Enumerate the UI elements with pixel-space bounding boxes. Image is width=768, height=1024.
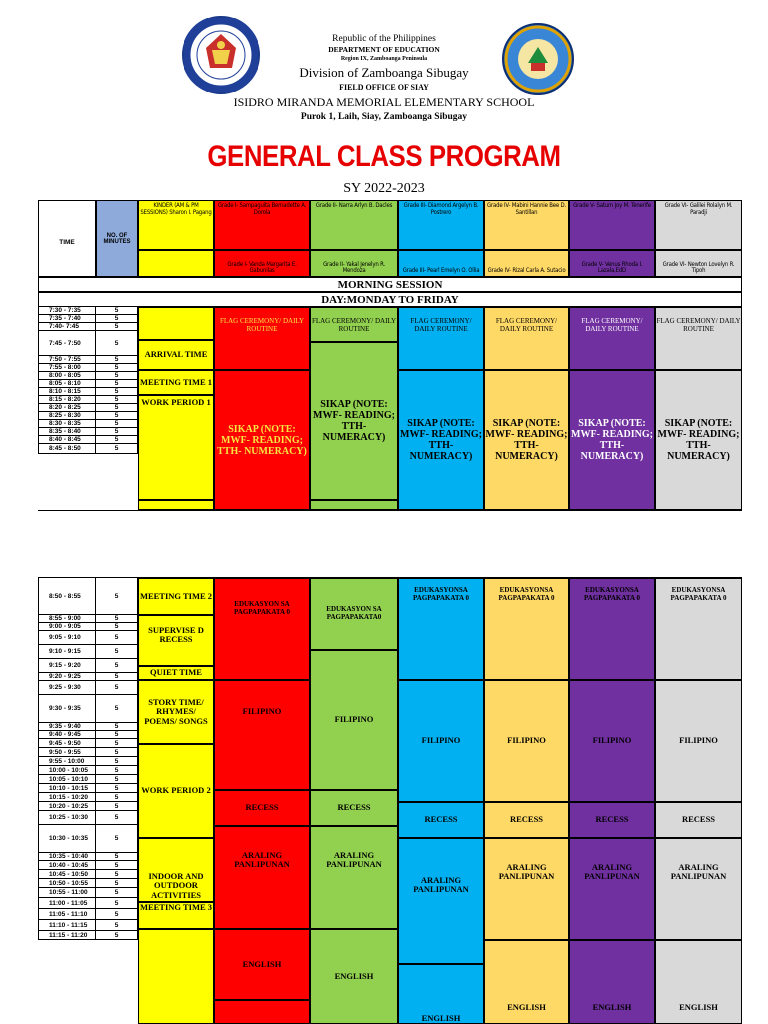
- morning-minutes-cell: 5: [96, 372, 138, 380]
- kinder-top-blank: [138, 307, 214, 340]
- kinder-work-period-2: WORK PERIOD 2: [138, 744, 214, 838]
- midmorning-time-cell: 10:05 - 10:10: [38, 775, 96, 784]
- kinder-meeting-1: MEETING TIME 1: [138, 370, 214, 395]
- midmorning-minutes-cell: 5: [96, 695, 138, 723]
- morning-time-cell: 8:10 - 8:15: [38, 388, 96, 396]
- morning-time-cell: 8:05 - 8:10: [38, 380, 96, 388]
- midmorning-time-cell: 11:10 - 11:15: [38, 920, 96, 931]
- grade6-esp: EDUKASYONSA PAGPAPAKATA 0: [655, 578, 742, 680]
- midmorning-minutes-cell: 5: [96, 578, 138, 615]
- midmorning-time-cell: 9:55 - 10:00: [38, 757, 96, 766]
- midmorning-time-cell: 11:05 - 11:10: [38, 909, 96, 920]
- midmorning-minutes-cell: 5: [96, 909, 138, 920]
- midmorning-time-cell: 10:20 - 10:25: [38, 802, 96, 811]
- morning-time-cell: 8:00 - 8:05: [38, 372, 96, 380]
- morning-time-cell: 8:15 - 8:20: [38, 396, 96, 404]
- grade4-araling-panlipunan: ARALING PANLIPUNAN: [484, 838, 569, 940]
- midmorning-minutes-cell: 5: [96, 739, 138, 748]
- midmorning-minutes-cell: 5: [96, 615, 138, 623]
- midmorning-time-cell: 9:15 - 9:20: [38, 659, 96, 673]
- grade5-esp: EDUKASYONSA PAGPAPAKATA 0: [569, 578, 655, 680]
- grade2-sikap: SIKAP (NOTE: MWF- READING; TTH- NUMERACY): [310, 342, 398, 500]
- kinder-work-period-1: WORK PERIOD 1: [138, 395, 214, 500]
- grade3-sikap: SIKAP (NOTE: MWF- READING; TTH- NUMERACY): [398, 370, 484, 510]
- grade1-recess: RECESS: [214, 790, 310, 826]
- grade5-header-b: Grade V- Venus Rhoda I. Lazala,EdD: [569, 250, 655, 277]
- grade2-flag: FLAG CEREMONY/ DAILY ROUTINE: [310, 307, 398, 342]
- morning-time-cell: 7:50 - 7:55: [38, 356, 96, 364]
- header-department: DEPARTMENT OF EDUCATION: [328, 45, 440, 54]
- midmorning-minutes-cell: 5: [96, 731, 138, 739]
- morning-minutes-cell: 5: [96, 380, 138, 388]
- midmorning-time-cell: 9:35 - 9:40: [38, 723, 96, 731]
- grade3-recess: RECESS: [398, 802, 484, 838]
- midmorning-minutes-cell: 5: [96, 757, 138, 766]
- grade3-esp: EDUKASYONSA PAGPAPAKATA 0: [398, 578, 484, 680]
- morning-minutes-cell: 5: [96, 307, 138, 315]
- header-address: Purok 1, Laih, Siay, Zamboanga Sibugay: [300, 112, 468, 122]
- grade5-header-a: Grade V- Saturn Joy M. Tenerife: [569, 200, 655, 250]
- morning-time-cell: 8:45 - 8:50: [38, 444, 96, 454]
- grade1-filipino: FILIPINO: [214, 680, 310, 790]
- midmorning-time-cell: 10:35 - 10:40: [38, 853, 96, 861]
- kinder-supervised-recess: SUPERVISE D RECESS: [138, 615, 214, 666]
- grade6-flag: FLAG CEREMONY/ DAILY ROUTINE: [655, 307, 742, 370]
- morning-time-cell: 8:35 - 8:40: [38, 428, 96, 436]
- grade6-filipino: FILIPINO: [655, 680, 742, 802]
- midmorning-minutes-cell: 5: [96, 631, 138, 645]
- midmorning-time-cell: 9:50 - 9:55: [38, 748, 96, 757]
- grade1-bottom-2: [214, 1000, 310, 1024]
- midmorning-minutes-cell: 5: [96, 879, 138, 888]
- midmorning-time-cell: 10:50 - 10:55: [38, 879, 96, 888]
- midmorning-minutes-cell: 5: [96, 748, 138, 757]
- grade3-english: ENGLISH: [398, 964, 484, 1024]
- morning-minutes-cell: 5: [96, 412, 138, 420]
- morning-minutes-cell: 5: [96, 388, 138, 396]
- header-school: ISIDRO MIRANDA MEMORIAL ELEMENTARY SCHOOL: [233, 95, 535, 109]
- midmorning-time-cell: 10:00 - 10:05: [38, 766, 96, 775]
- minutes-header: NO. OF MINUTES: [96, 200, 138, 277]
- morning-minutes-cell: 5: [96, 323, 138, 331]
- kinder-header: KINDER (AM & PM SESSIONS) Sharon I. Pagang: [138, 200, 214, 250]
- midmorning-minutes-cell: 5: [96, 825, 138, 853]
- midmorning-minutes-cell: 5: [96, 623, 138, 631]
- midmorning-time-cell: 11:00 - 11:05: [38, 898, 96, 909]
- grade2-english: ENGLISH: [310, 929, 398, 1024]
- grade3-header-a: Grade III- Diamond Argelyn B. Postrero: [398, 200, 484, 250]
- midmorning-minutes-cell: 5: [96, 920, 138, 931]
- morning-time-cell: 7:45 - 7:50: [38, 331, 96, 356]
- midmorning-time-cell: 9:00 - 9:05: [38, 623, 96, 631]
- kinder-bottom-2: [138, 929, 214, 1024]
- header-division: Division of Zamboanga Sibugay: [299, 65, 469, 80]
- midmorning-time-cell: 10:15 - 10:20: [38, 793, 96, 802]
- morning-minutes-cell: 5: [96, 428, 138, 436]
- midmorning-minutes-cell: 5: [96, 898, 138, 909]
- midmorning-minutes-cell: 5: [96, 723, 138, 731]
- grade3-filipino: FILIPINO: [398, 680, 484, 802]
- midmorning-time-cell: 8:50 - 8:55: [38, 578, 96, 615]
- morning-minutes-cell: 5: [96, 356, 138, 364]
- midmorning-minutes-cell: 5: [96, 673, 138, 681]
- grade4-header-b: Grade IV- Rizal Carla A. Sutacio: [484, 250, 569, 277]
- midmorning-minutes-cell: 5: [96, 811, 138, 825]
- midmorning-time-cell: 11:15 - 11:20: [38, 931, 96, 940]
- grade2-header-a: Grade II- Narra Arlyn B. Dacles: [310, 200, 398, 250]
- morning-minutes-cell: 5: [96, 436, 138, 444]
- grade5-sikap: SIKAP (NOTE: MWF- READING; TTH- NUMERACY): [569, 370, 655, 510]
- grade6-recess: RECESS: [655, 802, 742, 838]
- morning-time-cell: 7:35 - 7:40: [38, 315, 96, 323]
- grade4-header-a: Grade IV- Mabini Hannie Bee D. Santillan: [484, 200, 569, 250]
- morning-time-cell: 7:55 - 8:00: [38, 364, 96, 372]
- midmorning-minutes-cell: 5: [96, 802, 138, 811]
- grade5-flag: FLAG CEREMONY/ DAILY ROUTINE: [569, 307, 655, 370]
- grade1-araling-panlipunan: ARALING PANLIPUNAN: [214, 826, 310, 929]
- grade2-header-b: Grade II- Yakal Jenelyn R. Mendoza: [310, 250, 398, 277]
- midmorning-time-cell: 10:40 - 10:45: [38, 861, 96, 870]
- midmorning-minutes-cell: 5: [96, 793, 138, 802]
- table-1-bottom-border: [38, 510, 742, 511]
- grade4-esp: EDUKASYONSA PAGPAPAKATA 0: [484, 578, 569, 680]
- morning-time-cell: 8:30 - 8:35: [38, 420, 96, 428]
- grade1-esp: EDUKASYON SA PAGPAPAKATA 0: [214, 578, 310, 680]
- midmorning-minutes-cell: 5: [96, 861, 138, 870]
- midmorning-time-cell: 10:10 - 10:15: [38, 784, 96, 793]
- morning-time-cell: 8:40 - 8:45: [38, 436, 96, 444]
- midmorning-time-cell: 9:30 - 9:35: [38, 695, 96, 723]
- morning-minutes-cell: 5: [96, 404, 138, 412]
- midmorning-minutes-cell: 5: [96, 645, 138, 659]
- header-field-office: FIELD OFFICE OF SIAY: [339, 83, 429, 92]
- grade5-araling-panlipunan: ARALING PANLIPUNAN: [569, 838, 655, 940]
- table-2-top-border: [38, 577, 742, 578]
- midmorning-minutes-cell: 5: [96, 931, 138, 940]
- grade6-araling-panlipunan: ARALING PANLIPUNAN: [655, 838, 742, 940]
- midmorning-time-cell: 9:45 - 9:50: [38, 739, 96, 748]
- midmorning-time-cell: 8:55 - 9:00: [38, 615, 96, 623]
- kinder-bottom-1: [138, 500, 214, 510]
- grade1-flag: FLAG CEREMONY/ DAILY ROUTINE: [214, 307, 310, 370]
- grade1-sikap: SIKAP (NOTE: MWF- READING; TTH- NUMERACY): [214, 370, 310, 510]
- grade6-sikap: SIKAP (NOTE: MWF- READING; TTH- NUMERACY): [655, 370, 742, 510]
- morning-minutes-cell: 5: [96, 444, 138, 454]
- midmorning-minutes-cell: 5: [96, 784, 138, 793]
- morning-time-cell: 7:40- 7:45: [38, 323, 96, 331]
- grade6-english: ENGLISH: [655, 940, 742, 1024]
- midmorning-time-cell: 9:25 - 9:30: [38, 681, 96, 695]
- morning-minutes-cell: 5: [96, 315, 138, 323]
- midmorning-time-cell: 9:20 - 9:25: [38, 673, 96, 681]
- kinder-arrival: ARRIVAL TIME: [138, 340, 214, 370]
- header-region: Region IX, Zamboanga Peninsula: [340, 56, 428, 62]
- grade4-recess: RECESS: [484, 802, 569, 838]
- kinder-meeting-3: MEETING TIME 3: [138, 902, 214, 929]
- grade4-flag: FLAG CEREMONY/ DAILY ROUTINE: [484, 307, 569, 370]
- midmorning-minutes-cell: 5: [96, 766, 138, 775]
- grade3-flag: FLAG CEREMONY/ DAILY ROUTINE: [398, 307, 484, 370]
- midmorning-minutes-cell: 5: [96, 681, 138, 695]
- grade2-recess: RECESS: [310, 790, 398, 826]
- midmorning-time-cell: 9:05 - 9:10: [38, 631, 96, 645]
- grade5-filipino: FILIPINO: [569, 680, 655, 802]
- morning-time-cell: 8:25 - 8:30: [38, 412, 96, 420]
- grade6-header-a: Grade VI- Galilei Rolalyn M. Paradji: [655, 200, 742, 250]
- midmorning-minutes-cell: 5: [96, 870, 138, 879]
- morning-minutes-cell: 5: [96, 364, 138, 372]
- session-label: MORNING SESSION: [38, 277, 742, 292]
- midmorning-minutes-cell: 5: [96, 888, 138, 898]
- grade4-filipino: FILIPINO: [484, 680, 569, 802]
- grade2-araling-panlipunan: ARALING PANLIPUNAN: [310, 826, 398, 929]
- morning-minutes-cell: 5: [96, 420, 138, 428]
- morning-minutes-cell: 5: [96, 396, 138, 404]
- grade4-english: ENGLISH: [484, 940, 569, 1024]
- midmorning-time-cell: 10:25 - 10:30: [38, 811, 96, 825]
- grade2-bottom-1: [310, 500, 398, 510]
- time-header: TIME: [38, 200, 96, 277]
- grade1-header-b: Grade I- Vanda Margarita E. Gabunilas: [214, 250, 310, 277]
- page-title: GENERAL CLASS PROGRAM: [207, 140, 561, 173]
- midmorning-time-cell: 10:30 - 10:35: [38, 825, 96, 853]
- grade5-recess: RECESS: [569, 802, 655, 838]
- kinder-header-2: [138, 250, 214, 277]
- morning-minutes-cell: 5: [96, 331, 138, 356]
- grade2-filipino: FILIPINO: [310, 650, 398, 790]
- grade1-header-a: Grade I- Sampaguita Bernadette A. Dorola: [214, 200, 310, 250]
- kinder-quiet-time: QUIET TIME: [138, 666, 214, 680]
- grade4-sikap: SIKAP (NOTE: MWF- READING; TTH- NUMERACY): [484, 370, 569, 510]
- morning-time-cell: 7:30 - 7:35: [38, 307, 96, 315]
- kinder-indoor-outdoor: INDOOR AND OUTDOOR ACTIVITIES: [138, 838, 214, 902]
- midmorning-minutes-cell: 5: [96, 659, 138, 673]
- kinder-meeting-2: MEETING TIME 2: [138, 578, 214, 615]
- midmorning-time-cell: 10:55 - 11:00: [38, 888, 96, 898]
- midmorning-minutes-cell: 5: [96, 775, 138, 784]
- day-label: DAY:MONDAY TO FRIDAY: [38, 292, 742, 307]
- school-year: SY 2022-2023: [343, 181, 425, 196]
- midmorning-time-cell: 9:40 - 9:45: [38, 731, 96, 739]
- kinder-story-time: STORY TIME/ RHYMES/ POEMS/ SONGS: [138, 680, 214, 744]
- grade1-english: ENGLISH: [214, 929, 310, 1000]
- grade3-header-b: Grade III- Pearl Emelyn O. Ollia: [398, 250, 484, 277]
- grade5-english: ENGLISH: [569, 940, 655, 1024]
- grade6-header-b: Grade VI- Newton Lovelyn R. Tipoh: [655, 250, 742, 277]
- morning-time-cell: 8:20 - 8:25: [38, 404, 96, 412]
- header-republic: Republic of the Philippines: [332, 34, 436, 44]
- midmorning-time-cell: 9:10 - 9:15: [38, 645, 96, 659]
- grade2-esp: EDUKASYON SA PAGPAPAKATA0: [310, 578, 398, 650]
- grade3-araling-panlipunan: ARALING PANLIPUNAN: [398, 838, 484, 964]
- midmorning-minutes-cell: 5: [96, 853, 138, 861]
- midmorning-time-cell: 10:45 - 10:50: [38, 870, 96, 879]
